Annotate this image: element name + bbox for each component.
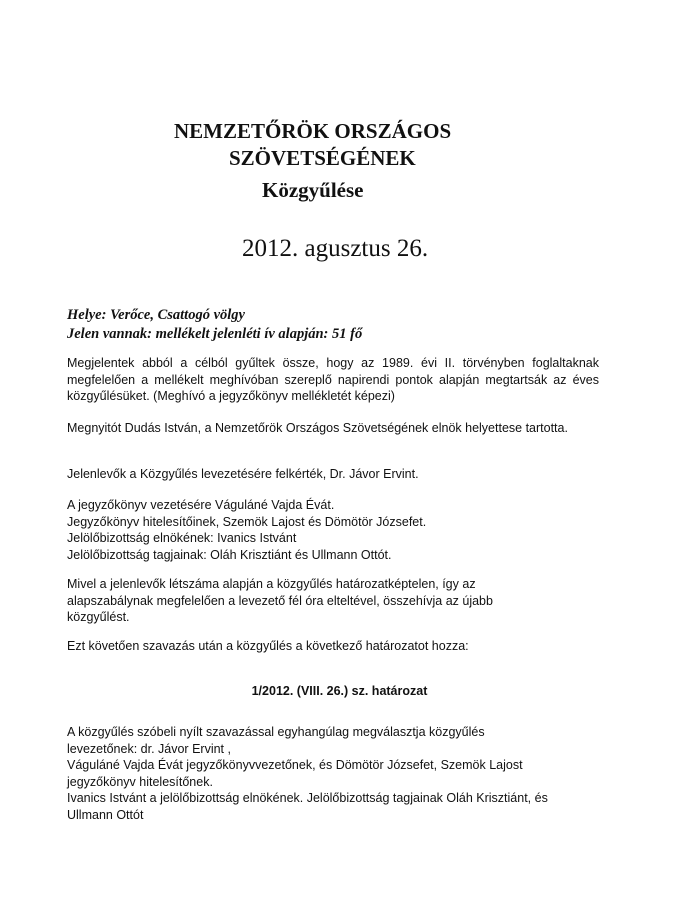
resolution-text: [67, 724, 599, 823]
appointment-line: Jelölőbizottság elnökének: Ivanics Istvánt: [67, 531, 297, 545]
resolution-line: A közgyűlés szóbeli nyílt szavazással egyhangúlag megválasztja közgyűlés: [67, 725, 485, 739]
resolution-line: jegyzőkönyv hitelesítőnek.: [67, 774, 213, 789]
appointment-line: A jegyzőkönyv vezetésére Váguláné Vajda Évát.: [67, 498, 335, 512]
paragraph-quorum: [67, 576, 599, 626]
attendees-line: Jelen vannak: mellékelt jelenléti ív alapján: 51 fő: [67, 326, 363, 342]
document-title-line2: SZÖVETSÉGÉNEK: [229, 146, 416, 170]
resolution-line: levezetőnek: dr. Jávor Ervint ,: [67, 741, 231, 756]
location-value: Verőce, Csattogó völgy: [106, 307, 245, 323]
location-label: Helye:: [67, 307, 107, 323]
resolution-line: Ullmann Ottót: [67, 807, 144, 822]
paragraph-opening: Megnyitót Dudás István, a Nemzetőrök Országos Szövetségének elnök helyettese tartotta.: [67, 421, 568, 435]
paragraph-chair-request: Jelenlevők a Közgyűlés levezetésére felkérték, Dr. Jávor Ervint.: [67, 467, 419, 481]
resolution-line: Ivanics Istvánt a jelölőbizottság elnökének. Jelölőbizottság tagjainak Oláh Krisztiánt, és: [67, 791, 548, 805]
document-title-line3: Közgyűlése: [262, 178, 364, 202]
resolution-line: Váguláné Vajda Évát jegyzőkönyvvezetőnek, és Dömötör Józsefet, Szemök Lajost: [67, 758, 523, 772]
meeting-location: [67, 306, 245, 324]
paragraph-vote-intro: Ezt követően szavazás után a közgyűlés a következő határozatot hozza:: [67, 639, 469, 653]
appointment-line: Jegyzőkönyv hitelesítőinek, Szemök Lajost és Dömötör Józsefet.: [67, 514, 427, 529]
resolution-heading: 1/2012. (VIII. 26.) sz. határozat: [251, 684, 428, 698]
quorum-line: alapszabálynak megfelelően a levezető fél óra elteltével, összehívja az újabb: [67, 593, 493, 608]
quorum-line: közgyűlést.: [67, 610, 130, 624]
document-title-line1: NEMZETŐRÖK ORSZÁGOS: [174, 119, 452, 143]
paragraph-purpose: Megjelentek abból a célból gyűltek össze, hogy az 1989. évi II. törvényben foglaltaknak megfelelően a mellékelt meghívóban szereplő napirendi pontok alapján megtartsák az éves közgyűlésüket. (Meghívó a jegyzőkönyv mellékletét képezi): [67, 356, 599, 403]
quorum-line: Mivel a jelenlevők létszáma alapján a közgyűlés határozatképtelen, így az: [67, 577, 476, 591]
meeting-date: 2012. agusztus 26.: [242, 235, 429, 262]
appointment-line: Jelölőbizottság tagjainak: Oláh Krisztiánt és Ullmann Ottót.: [67, 547, 392, 562]
paragraph-appointments: [67, 497, 599, 563]
